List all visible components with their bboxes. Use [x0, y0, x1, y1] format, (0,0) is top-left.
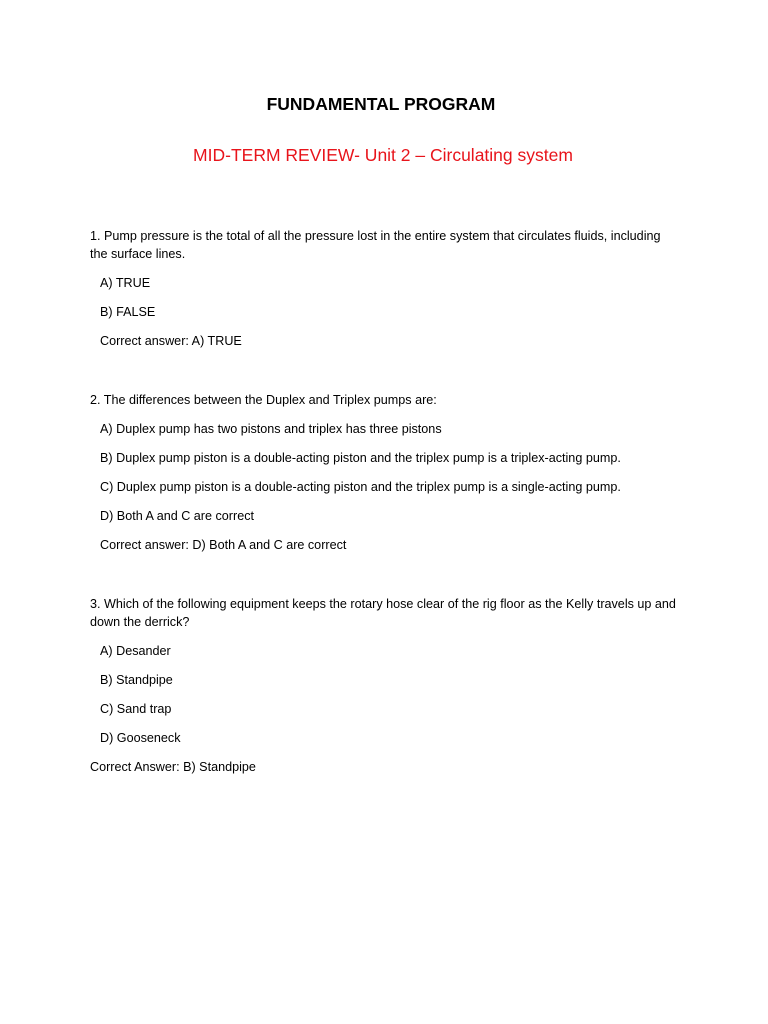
question-3-option-a: A) Desander [100, 644, 171, 658]
question-1 [90, 227, 680, 361]
question-1-option-b: B) FALSE [100, 305, 156, 319]
question-2-option-a: A) Duplex pump has two pistons and triplex has three pistons [100, 422, 442, 436]
question-2-option-d: D) Both A and C are correct [100, 509, 254, 523]
question-2 [90, 391, 680, 565]
page-title: FUNDAMENTAL PROGRAM [266, 94, 496, 114]
question-2-option-c: C) Duplex pump piston is a double-acting piston and the triplex pump is a single-acting pump. [100, 480, 621, 494]
question-2-answer: Correct answer: D) Both A and C are correct [100, 538, 347, 552]
question-3-option-d: D) Gooseneck [100, 731, 181, 745]
question-1-text: 1. Pump pressure is the total of all the pressure lost in the entire system that circulates fluids, including the surface lines. [90, 229, 661, 261]
question-3-option-c: C) Sand trap [100, 702, 172, 716]
question-3-text: 3. Which of the following equipment keeps the rotary hose clear of the rig floor as the Kelly travels up and down the derrick? [90, 597, 676, 629]
question-1-answer: Correct answer: A) TRUE [100, 334, 242, 348]
question-2-text: 2. The differences between the Duplex and Triplex pumps are: [90, 393, 437, 407]
question-3-option-b: B) Standpipe [100, 673, 173, 687]
question-2-option-b: B) Duplex pump piston is a double-acting piston and the triplex pump is a triplex-acting pump. [100, 451, 621, 465]
question-1-option-a: A) TRUE [100, 276, 151, 290]
question-3-answer: Correct Answer: B) Standpipe [90, 760, 256, 774]
page-subtitle: MID-TERM REVIEW- Unit 2 – Circulating system [193, 145, 573, 165]
question-3 [90, 595, 680, 787]
